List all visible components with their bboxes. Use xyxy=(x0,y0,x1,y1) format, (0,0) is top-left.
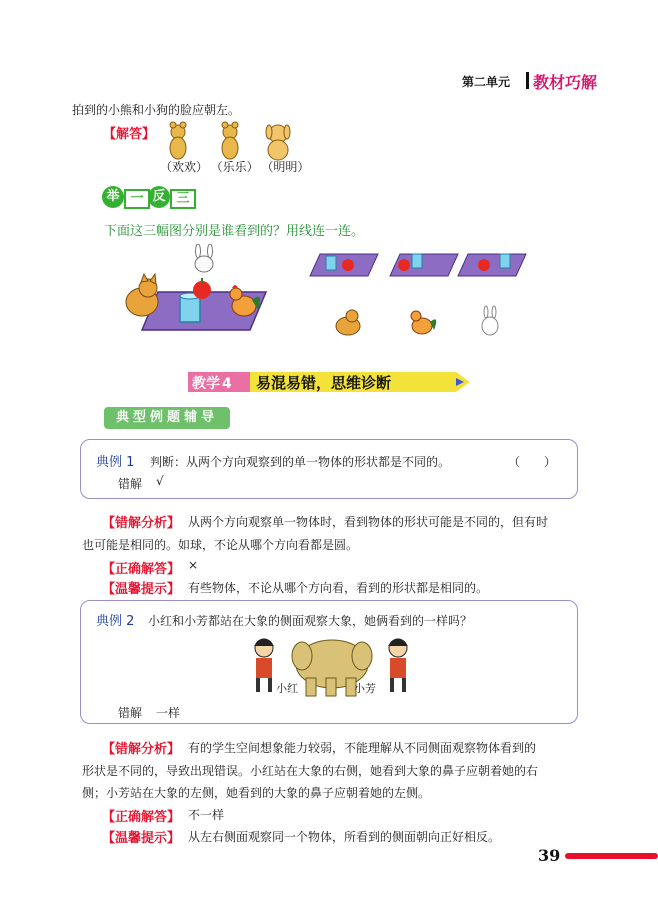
section-subtitle: 典型例题辅导 xyxy=(104,407,230,429)
girl-xiaohong-icon xyxy=(254,639,274,692)
exercise-question: 下面这三幅图分别是谁看到的？用线连一连。 xyxy=(104,224,365,239)
page-number: 39 xyxy=(538,846,561,865)
correct-tag-2: 【正确解答】 xyxy=(102,810,181,825)
page-header-title: 教材巧解 xyxy=(533,73,598,92)
correct-tag: 【正确解答】 xyxy=(102,562,181,577)
answer-tag: 【解答】 xyxy=(103,127,156,142)
label-xiaofang: 小芳 xyxy=(354,682,376,695)
unit-label: 第二单元 xyxy=(462,75,511,89)
analysis-line1: 从两个方向观察单一物体时，看到物体的形状可能是不同的，但有时 xyxy=(188,515,549,529)
tip-text-2: 从左右侧面观察同一个物体，所看到的侧面朝向正好相反。 xyxy=(188,830,501,844)
example2-question: 小红和小芳都站在大象的侧面观察大象，她俩看到的一样吗？ xyxy=(148,614,473,628)
wrong-answer-value-2: 一样 xyxy=(156,706,181,720)
analysis2-line1: 有的学生空间想象能力较弱，不能理解从不同侧面观察物体看到的 xyxy=(188,741,537,755)
analysis-tag-2: 【错解分析】 xyxy=(102,742,181,757)
name-lele: （乐乐） xyxy=(210,160,259,174)
name-huanhuan: （欢欢） xyxy=(160,160,209,174)
cat-icon xyxy=(126,274,158,316)
badge-text: 教学 xyxy=(192,376,220,392)
tip-tag: 【温馨提示】 xyxy=(102,582,181,597)
view-option-2 xyxy=(390,254,458,276)
view-option-1 xyxy=(310,254,378,276)
correct-answer-2: 不一样 xyxy=(188,808,225,822)
analysis-line2: 也可能是相同的。如球，不论从哪个方向看都是圆。 xyxy=(82,538,359,552)
animal-faces-illustration xyxy=(160,118,300,162)
badge-char-1: 举 xyxy=(102,186,124,208)
example1-label: 典例 1 xyxy=(96,455,135,470)
badge-char-2: 一 xyxy=(124,189,150,209)
wrong-answer-label-2: 错解 xyxy=(118,706,143,720)
scene-illustration xyxy=(118,244,270,344)
example1-question: 判断：从两个方向观察到的单一物体的形状都是不同的。 xyxy=(150,455,451,469)
elephant-scene-illustration xyxy=(244,634,420,700)
bear-huanhuan-icon xyxy=(170,122,186,159)
apple-icon xyxy=(193,278,211,299)
wrong-answer-label: 错解 xyxy=(118,477,143,491)
analysis-tag: 【错解分析】 xyxy=(102,516,181,531)
badge-number: 4 xyxy=(222,376,232,392)
view-options-illustration xyxy=(300,248,540,282)
small-cat-icon xyxy=(336,310,360,335)
small-rooster-icon xyxy=(411,311,436,334)
wrong-answer-value: √ xyxy=(156,474,164,488)
bear-lele-icon xyxy=(222,122,238,159)
observers-illustration xyxy=(330,304,530,338)
analysis2-line3: 侧；小芳站在大象的左侧，她看到的大象的鼻子应朝着她的左侧。 xyxy=(82,786,431,800)
correct-answer: × xyxy=(188,558,199,572)
label-xiaohong: 小红 xyxy=(276,682,298,695)
view-option-3 xyxy=(458,254,526,276)
badge-char-3: 反 xyxy=(148,186,170,208)
small-rabbit-icon xyxy=(482,306,498,335)
tip-text: 有些物体，不论从哪个方向看，看到的形状都是相同的。 xyxy=(188,581,489,595)
answer-bracket: （ ） xyxy=(508,455,557,469)
rabbit-icon xyxy=(195,244,213,272)
badge-char-4: 三 xyxy=(170,189,196,209)
analysis2-line2: 形状是不同的，导致出现错误。小红站在大象的右侧，她看到大象的鼻子应朝着她的右 xyxy=(82,764,539,778)
section-title: 易混易错，思维诊断 xyxy=(256,374,392,392)
animal-names xyxy=(160,158,310,175)
girl-xiaofang-icon xyxy=(388,639,408,692)
example2-label: 典例 2 xyxy=(96,614,135,629)
jyfs-badge xyxy=(102,186,198,210)
tip-tag-2: 【温馨提示】 xyxy=(102,831,181,846)
name-mingming: （明明） xyxy=(261,160,310,174)
page-number-bar xyxy=(565,853,658,859)
section-badge-text xyxy=(192,373,232,393)
dog-mingming-icon xyxy=(266,125,290,160)
header-divider xyxy=(526,72,529,89)
intro-text: 拍到的小熊和小狗的脸应朝左。 xyxy=(72,103,241,117)
